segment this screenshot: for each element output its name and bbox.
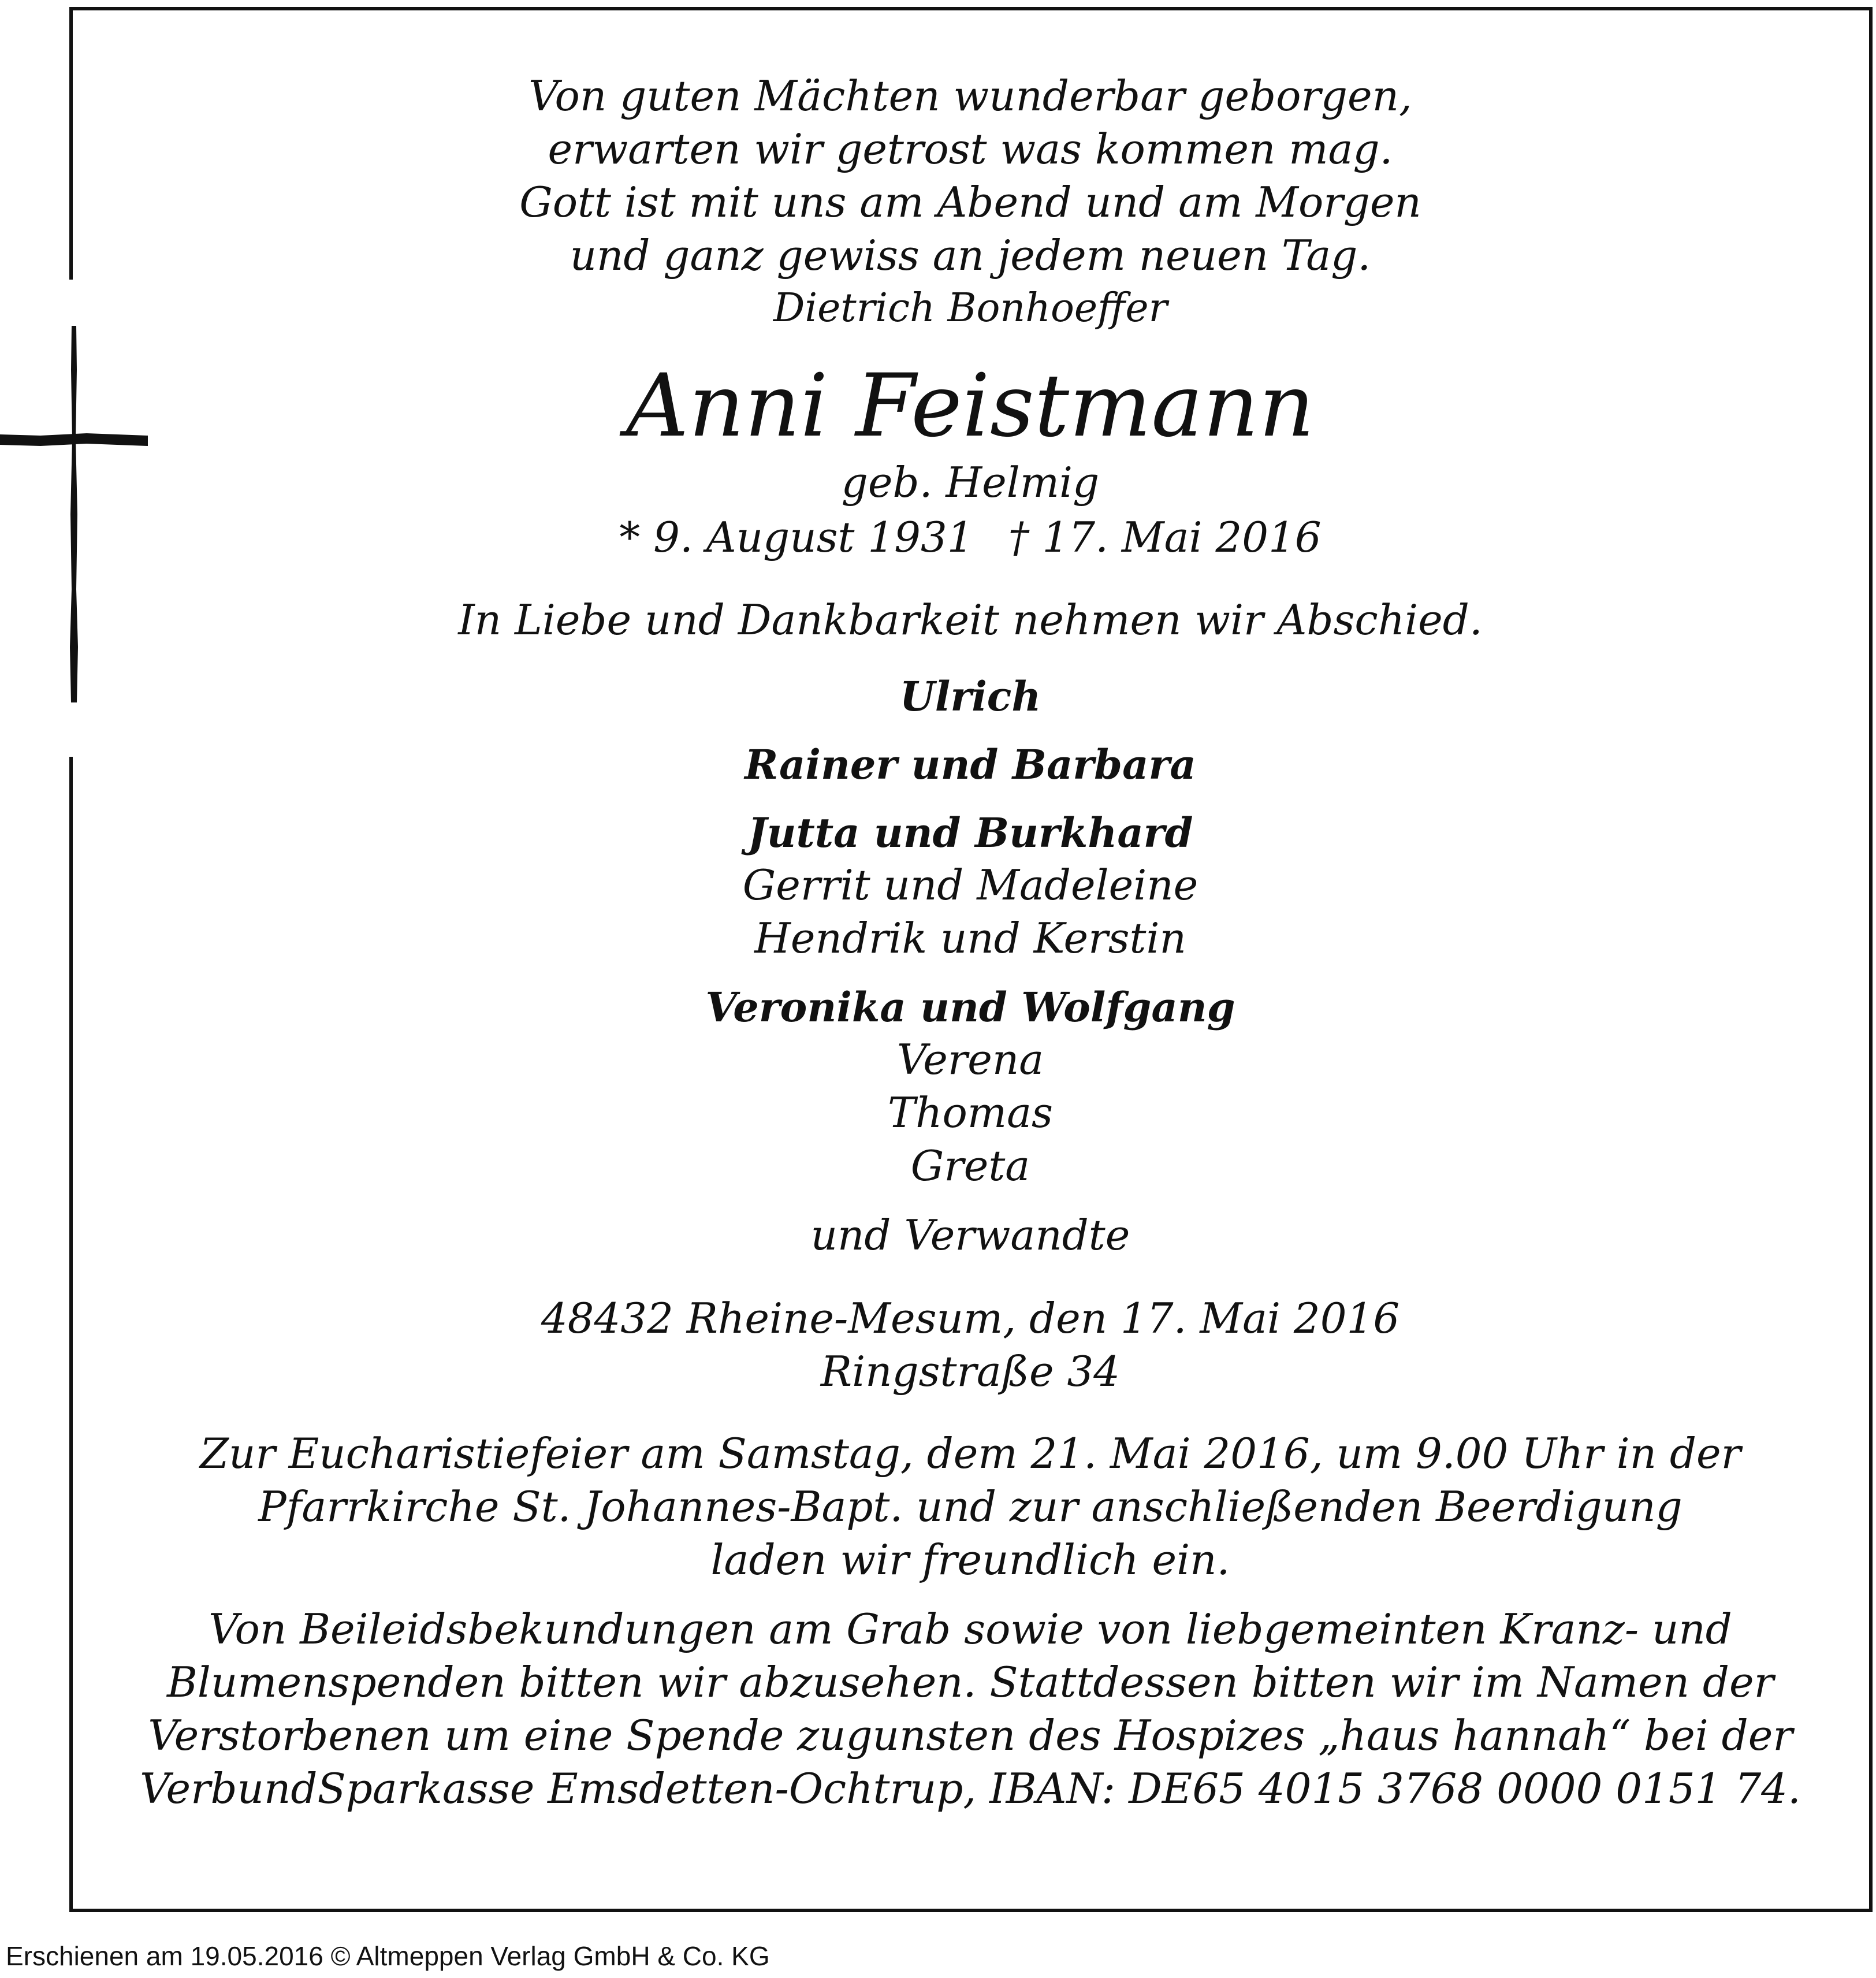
family-member: Rainer und Barbara [745,741,1196,789]
family-member: Hendrik und Kerstin [754,914,1186,962]
farewell-text: In Liebe und Dankbarkeit nehmen wir Abschied. [458,596,1483,644]
poem-line: und ganz gewiss an jedem neuen Tag. [570,231,1371,280]
poem [75,69,1866,335]
poem-line: erwarten wir getrost was kommen mag. [548,125,1393,173]
donation-line: Von Beileidsbekundungen am Grab sowie von liebgemeinten Kranz- und [209,1605,1732,1653]
poem-author: Dietrich Bonhoeffer [773,285,1168,331]
city-date: 48432 Rheine-Mesum, den 17. Mai 2016 [541,1294,1400,1343]
frame-left-border-upper [69,7,73,280]
relatives-note: und Verwandte [810,1211,1130,1259]
family-member: Greta [910,1142,1030,1190]
life-dates [75,510,1866,565]
family-member: Verena [896,1035,1044,1084]
service-line: laden wir freundlich ein. [710,1535,1230,1584]
death-date: † 17. Mai 2016 [1008,513,1322,562]
service-line: Zur Eucharistiefeier am Samstag, dem 21. Mai 2016, um 9.00 Uhr in der [199,1429,1741,1478]
frame-top-border [69,7,1873,10]
poem-line: Gott ist mit uns am Abend und am Morgen [519,178,1421,226]
birth-date: * 9. August 1931 [619,513,974,562]
family-list [75,671,1866,1262]
family-member: Jutta und Burkhard [747,809,1193,857]
family-member: Thomas [888,1088,1053,1137]
donation-line: Verstorbenen um eine Spende zugunsten des Hospizes „haus hannah“ bei der [148,1711,1793,1760]
frame-left-border-lower [69,757,73,1912]
publication-footer: Erschienen am 19.05.2016 © Altmeppen Verlag GmbH & Co. KG [6,1941,770,1971]
birth-name: geb. Helmig [841,458,1100,507]
service-line: Pfarrkirche St. Johannes-Bapt. und zur anschließenden Beerdigung [258,1482,1683,1531]
frame-bottom-border [69,1909,1873,1912]
family-member: Veronika und Wolfgang [705,983,1235,1031]
service-invitation [75,1427,1866,1586]
family-member: Ulrich [899,672,1041,720]
donation-line: VerbundSparkasse Emsdetten-Ochtrup, IBAN: DE65 4015 3768 0000 0151 74. [140,1764,1801,1813]
family-member: Gerrit und Madeleine [742,861,1198,909]
deceased-name: Anni Feistmann [626,356,1315,456]
poem-line: Von guten Mächten wunderbar geborgen, [528,72,1412,120]
place-and-date [75,1292,1866,1398]
obituary-content [75,69,1866,1815]
donation-line: Blumenspenden bitten wir abzusehen. Stattdessen bitten wir im Namen der [166,1658,1774,1706]
donation-request [75,1603,1866,1815]
street-address: Ringstraße 34 [820,1347,1121,1396]
frame-right-border [1869,7,1873,1912]
